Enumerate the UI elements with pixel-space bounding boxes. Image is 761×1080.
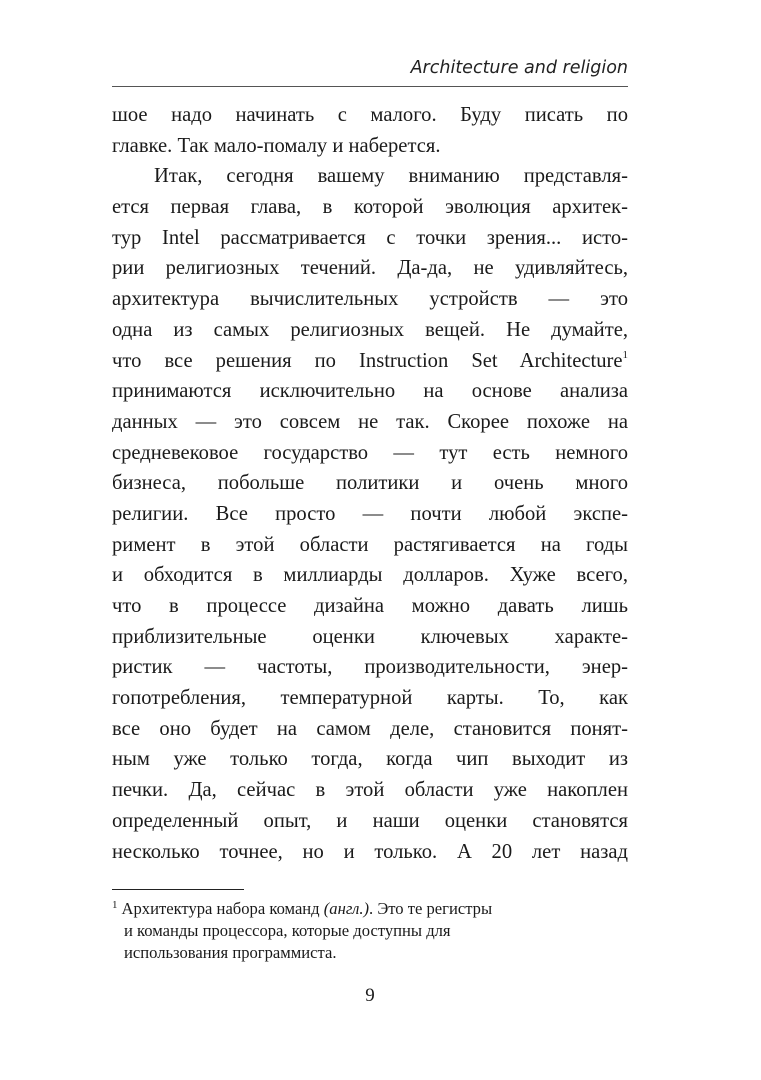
- text-line: принимаются исключительно на основе анализа: [112, 380, 628, 403]
- text-line: главке. Так мало-помалу и наберется.: [112, 134, 441, 157]
- text-line: приблизительные оценки ключевых характе-: [112, 625, 628, 648]
- text-line-with-footnote: [112, 346, 628, 377]
- footnote-line: и команды процессора, которые доступны для: [124, 921, 451, 940]
- text-line: шое надо начинать с малого. Буду писать по: [112, 104, 628, 126]
- text-line: средневековое государство — тут есть немного: [112, 441, 628, 464]
- text-line: все оно будет на самом деле, становится понят-: [112, 717, 628, 740]
- text-line: данных — это совсем не так. Скорее похоже на: [112, 410, 628, 433]
- footnote-mark: 1: [112, 899, 118, 911]
- text-line-segment: что все решения по Instruction Set Architecture: [112, 349, 623, 372]
- text-line: религии. Все просто — почти любой экспе-: [112, 502, 628, 525]
- footnote-rule: [112, 889, 244, 890]
- footnote-italic: (англ.): [323, 899, 370, 918]
- footnote-line: использования программиста.: [124, 943, 337, 962]
- text-line: ристик — частоты, производительности, энер-: [112, 656, 628, 679]
- body-text: [112, 100, 628, 867]
- text-line: что в процессе дизайна можно давать лишь: [112, 595, 628, 617]
- running-head: Architecture and religion: [410, 58, 628, 78]
- text-line: гопотребления, температурной карты. То, как: [112, 687, 628, 710]
- footnote-reference: 1: [622, 348, 628, 361]
- text-line: римент в этой области растягивается на годы: [112, 533, 628, 556]
- text-line: ется первая глава, в которой эволюция архитек-: [112, 196, 628, 219]
- page-number: 9: [365, 985, 375, 1006]
- footnote-text: Архитектура набора команд: [121, 899, 324, 918]
- header-rule: [112, 86, 628, 87]
- text-line: одна из самых религиозных вещей. Не думайте,: [112, 318, 628, 341]
- text-line: Итак, сегодня вашему вниманию представля-: [154, 165, 628, 188]
- footnote-line: [112, 898, 612, 920]
- footnote-text: . Это те регистры: [369, 899, 493, 918]
- text-line: тур Intel рассматривается с точки зрения... исто-: [112, 226, 628, 249]
- text-line: печки. Да, сейчас в этой области уже накоплен: [112, 779, 628, 802]
- text-line: архитектура вычислительных устройств — это: [112, 288, 628, 311]
- text-line: ным уже только тогда, когда чип выходит из: [112, 748, 628, 771]
- text-line: рии религиозных течений. Да-да, не удивляйтесь,: [112, 257, 628, 280]
- text-line: и обходится в миллиарды долларов. Хуже всего,: [112, 564, 628, 587]
- text-line: бизнеса, побольше политики и очень много: [112, 472, 628, 495]
- footnote: [112, 898, 612, 964]
- text-line: определенный опыт, и наши оценки становятся: [112, 809, 628, 832]
- text-line: несколько точнее, но и только. А 20 лет назад: [112, 840, 628, 863]
